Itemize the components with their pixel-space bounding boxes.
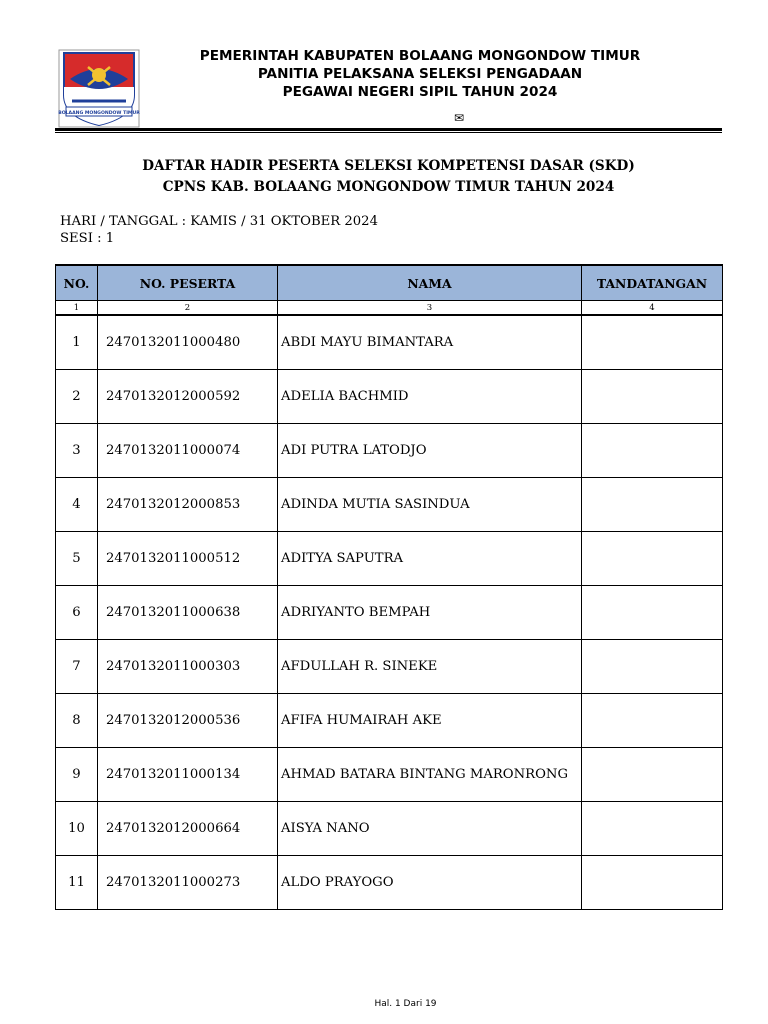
letterhead-divider-thin: [55, 132, 722, 133]
signature-cell: [582, 748, 723, 802]
row-no: 1: [56, 315, 98, 370]
column-number: 2: [98, 301, 278, 316]
signature-cell: [582, 315, 723, 370]
row-no: 2: [56, 370, 98, 424]
column-number: 1: [56, 301, 98, 316]
participant-number: 2470132011000074: [98, 424, 278, 478]
participant-name: AHMAD BATARA BINTANG MARONRONG: [278, 748, 582, 802]
signature-cell: [582, 586, 723, 640]
participant-name: AISYA NANO: [278, 802, 582, 856]
signature-cell: [582, 370, 723, 424]
signature-cell: [582, 424, 723, 478]
participant-name: ADRIYANTO BEMPAH: [278, 586, 582, 640]
table-row: [56, 748, 723, 802]
participant-number: 2470132011000480: [98, 315, 278, 370]
document-title: [55, 156, 722, 198]
row-no: 5: [56, 532, 98, 586]
participant-number: 2470132011000638: [98, 586, 278, 640]
header-tandatangan: TANDATANGAN: [582, 265, 723, 301]
row-no: 8: [56, 694, 98, 748]
table-row: [56, 694, 723, 748]
table-row: [56, 586, 723, 640]
table-row: [56, 532, 723, 586]
signature-cell: [582, 640, 723, 694]
table-row: [56, 640, 723, 694]
participant-number: 2470132012000592: [98, 370, 278, 424]
session-number: SESI : 1: [60, 231, 115, 246]
column-number-row: [56, 301, 723, 316]
row-no: 7: [56, 640, 98, 694]
table-row: [56, 478, 723, 532]
participant-name: ADELIA BACHMID: [278, 370, 582, 424]
page-number: Hal. 1 Dari 19: [374, 999, 437, 1009]
participant-number: 2470132011000134: [98, 748, 278, 802]
row-no: 11: [56, 856, 98, 910]
participant-number: 2470132011000273: [98, 856, 278, 910]
table-row: [56, 856, 723, 910]
participant-name: ABDI MAYU BIMANTARA: [278, 315, 582, 370]
letterhead-divider-thick: [55, 128, 722, 131]
header-no: NO.: [56, 265, 98, 301]
logo-caption: BOLAANG MONGONDOW TIMUR: [58, 111, 140, 116]
column-number: 3: [278, 301, 582, 316]
document-title-line-2: CPNS KAB. BOLAANG MONGONDOW TIMUR TAHUN 2024: [162, 179, 615, 195]
letterhead-line-2: PANITIA PELAKSANA SELEKSI PENGADAAN: [257, 66, 583, 82]
letterhead-line-1: PEMERINTAH KABUPATEN BOLAANG MONGONDOW TIMUR: [199, 48, 641, 64]
participant-number: 2470132012000853: [98, 478, 278, 532]
row-no: 4: [56, 478, 98, 532]
participant-number: 2470132011000303: [98, 640, 278, 694]
session-info: [60, 213, 378, 247]
row-no: 3: [56, 424, 98, 478]
table-row: [56, 315, 723, 370]
table-header-row: [56, 265, 723, 301]
header-no-peserta: NO. PESERTA: [98, 265, 278, 301]
signature-cell: [582, 856, 723, 910]
signature-cell: [582, 478, 723, 532]
attendance-table: [55, 264, 723, 910]
signature-cell: [582, 694, 723, 748]
participant-name: ADI PUTRA LATODJO: [278, 424, 582, 478]
participant-name: AFIFA HUMAIRAH AKE: [278, 694, 582, 748]
letterhead-line-3: PEGAWAI NEGERI SIPIL TAHUN 2024: [282, 84, 558, 100]
participant-name: ADITYA SAPUTRA: [278, 532, 582, 586]
table-row: [56, 424, 723, 478]
document-title-line-1: DAFTAR HADIR PESERTA SELEKSI KOMPETENSI DASAR (SKD): [142, 158, 635, 174]
regency-emblem-logo: [58, 49, 140, 128]
letterhead: [150, 47, 690, 101]
participant-name: AFDULLAH R. SINEKE: [278, 640, 582, 694]
participant-number: 2470132012000664: [98, 802, 278, 856]
participant-name: ALDO PRAYOGO: [278, 856, 582, 910]
row-no: 6: [56, 586, 98, 640]
session-date: HARI / TANGGAL : KAMIS / 31 OKTOBER 2024: [60, 214, 378, 229]
participant-number: 2470132012000536: [98, 694, 278, 748]
table-row: [56, 370, 723, 424]
row-no: 10: [56, 802, 98, 856]
table-row: [56, 802, 723, 856]
participant-number: 2470132011000512: [98, 532, 278, 586]
column-number: 4: [582, 301, 723, 316]
row-no: 9: [56, 748, 98, 802]
header-nama: NAMA: [278, 265, 582, 301]
signature-cell: [582, 532, 723, 586]
participant-name: ADINDA MUTIA SASINDUA: [278, 478, 582, 532]
envelope-icon: ✉: [454, 111, 465, 125]
signature-cell: [582, 802, 723, 856]
